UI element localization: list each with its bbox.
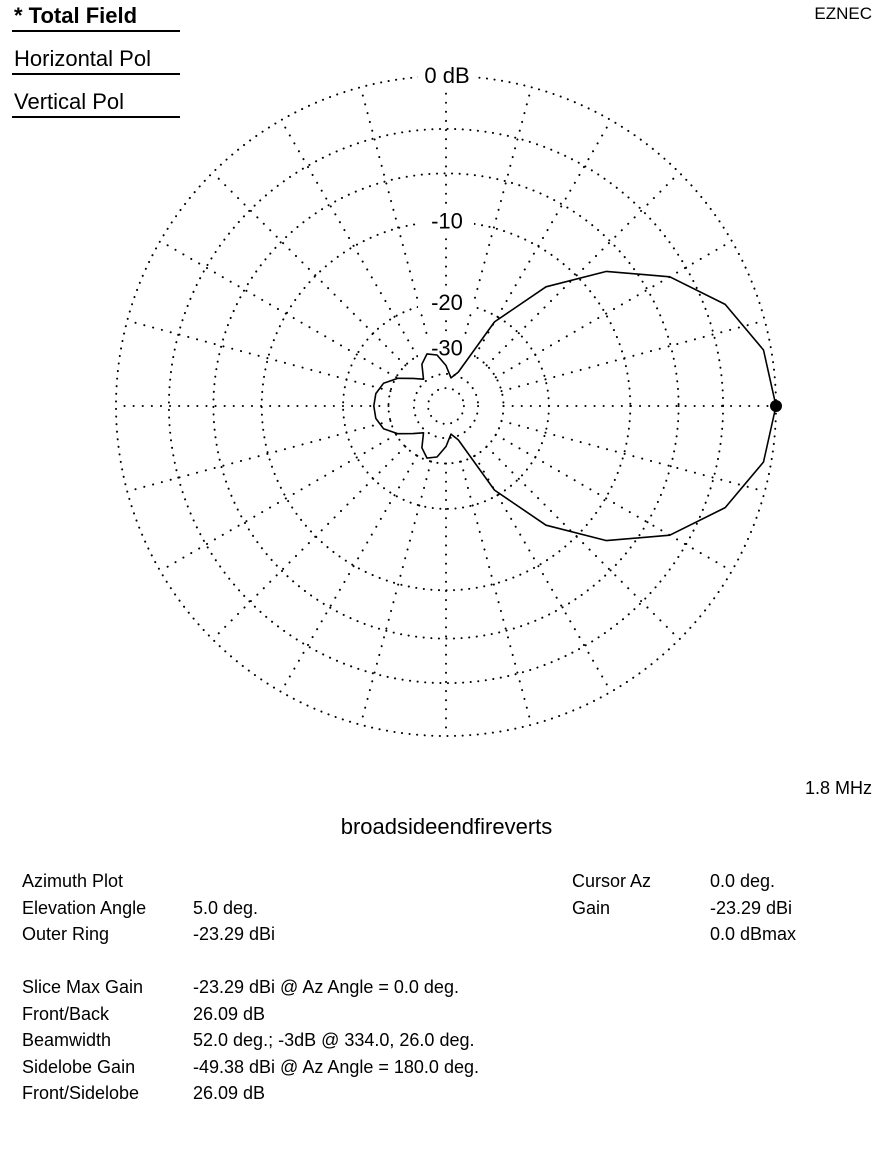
info-right-values xyxy=(710,868,796,948)
grid-spoke xyxy=(487,173,680,366)
stats-value: 26.09 dB xyxy=(193,1083,266,1103)
polar-grid xyxy=(116,76,776,736)
info-label: Azimuth Plot xyxy=(22,871,124,891)
info-left-labels xyxy=(22,868,146,948)
plot-title: broadsideendfireverts xyxy=(340,814,553,839)
grid-spoke xyxy=(502,321,765,392)
grid-spoke xyxy=(127,421,390,492)
stats-value: 52.0 deg.; -3dB @ 334.0, 26.0 deg. xyxy=(193,1030,475,1050)
stats-value: -49.38 dBi @ Az Angle = 180.0 deg. xyxy=(193,1056,479,1077)
grid-spoke xyxy=(160,241,396,377)
stats-label: Beamwidth xyxy=(22,1030,112,1050)
grid-spoke xyxy=(281,456,417,692)
info-value: 5.0 deg. xyxy=(193,897,259,918)
grid-spoke xyxy=(502,421,765,492)
grid-spoke xyxy=(281,120,417,356)
stats-label: Front/Back xyxy=(22,1003,110,1024)
info-label xyxy=(572,921,651,948)
stats-value: 26.09 dB xyxy=(193,1003,266,1024)
info-value: 0.0 deg. xyxy=(710,871,776,891)
stats-values xyxy=(193,974,479,1107)
legend-total-field[interactable]: * Total Field xyxy=(12,2,180,32)
ring-label: -30 xyxy=(431,335,463,361)
legend-vertical-pol[interactable]: Vertical Pol xyxy=(12,88,180,118)
info-label: Elevation Angle xyxy=(22,897,147,918)
grid-spoke xyxy=(160,435,396,571)
grid-spoke xyxy=(487,447,680,640)
grid-spoke xyxy=(361,462,432,725)
grid-spoke xyxy=(213,447,406,640)
ring-label: -20 xyxy=(431,290,463,316)
ring-labels xyxy=(418,62,474,361)
info-left-values xyxy=(193,868,275,948)
cursor-dot xyxy=(770,400,782,412)
grid-ring xyxy=(414,374,478,438)
info-value: -23.29 dBi xyxy=(193,924,276,944)
info-label: Outer Ring xyxy=(22,924,110,944)
frequency-label: 1.8 MHz xyxy=(804,778,872,798)
info-label: Cursor Az xyxy=(572,871,652,891)
cursor-marker xyxy=(770,400,782,412)
grid-ring xyxy=(428,388,464,424)
info-value xyxy=(193,868,275,895)
stats-label: Front/Sidelobe xyxy=(22,1083,140,1103)
ring-label: 0 dB xyxy=(424,63,470,88)
grid-ring xyxy=(262,222,631,591)
stats-label: Slice Max Gain xyxy=(22,977,144,997)
info-label: Gain xyxy=(572,897,611,918)
grid-spoke xyxy=(213,173,406,366)
legend-horizontal-pol[interactable]: Horizontal Pol xyxy=(12,45,180,75)
brand-label: EZNEC xyxy=(814,4,872,23)
stats-labels xyxy=(22,974,143,1107)
grid-spoke xyxy=(127,321,390,392)
info-value: -23.29 dBi xyxy=(710,897,793,918)
stats-label: Sidelobe Gain xyxy=(22,1056,136,1077)
grid-spoke xyxy=(496,241,732,377)
grid-spoke xyxy=(461,462,532,725)
ring-label: -10 xyxy=(431,208,463,234)
info-value: 0.0 dBmax xyxy=(710,924,797,944)
info-right-labels xyxy=(572,868,651,948)
stats-value: -23.29 dBi @ Az Angle = 0.0 deg. xyxy=(193,977,459,997)
grid-spoke xyxy=(496,435,732,571)
